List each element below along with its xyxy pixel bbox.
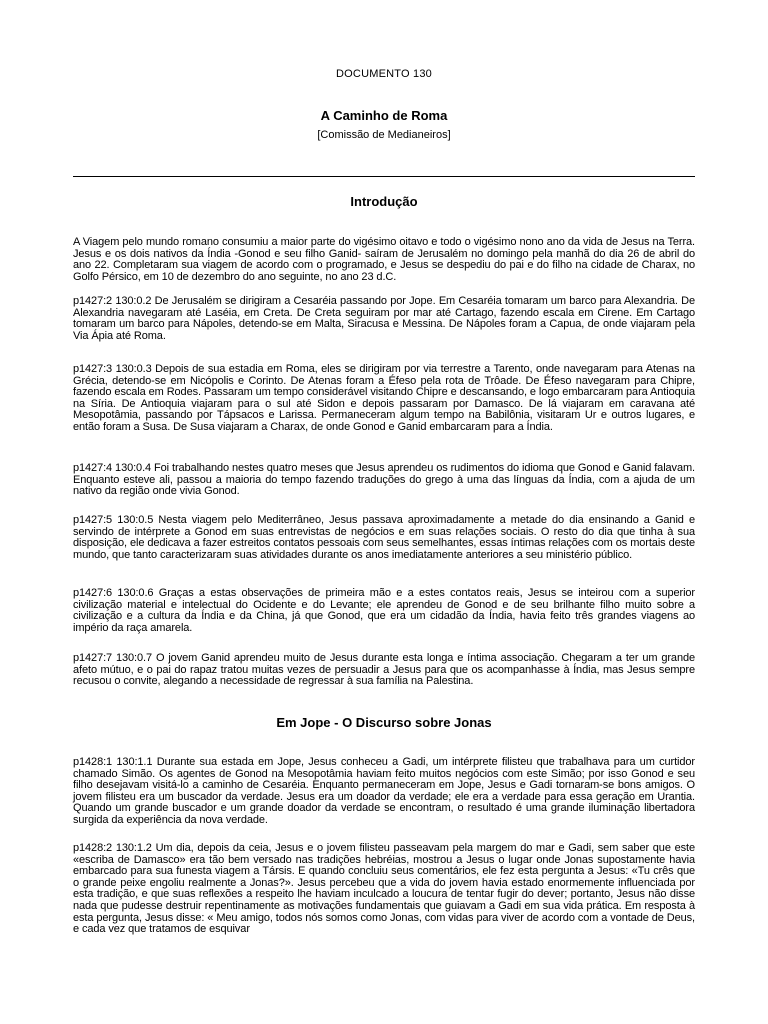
section-heading-em-jope: Em Jope - O Discurso sobre Jonas (276, 715, 492, 730)
document-subtitle: [Comissão de Medianeiros] (317, 129, 451, 141)
paragraph: p1427:4 130:0.4 Foi trabalhando nestes quatro meses que Jesus aprendeu os rudimentos do idioma que Gonod e Ganid falavam. Enquanto esteve ali, passou a maioria do tempo fazendo traduções do grego à uma das línguas da Índia, com a ajuda de um nativo da região onde vivia Gonod. (73, 462, 695, 498)
paragraph: p1428:1 130:1.1 Durante sua estada em Jope, Jesus conheceu a Gadi, um intérprete filisteu que trabalhava para um curtidor chamado Simão. Os agentes de Gonod na Mesopotâmia haviam feito muitos negócios com este Simão; por isso Gonod e seu filho desejavam visitá-lo a caminho de Cesaréia. Enquanto permaneceram em Jope, Jesus e Gadi tornaram-se bons amigos. O jovem filisteu era um buscador da verdade. Jesus era um doador da verdade; ele era a verdade para essa geração em Urantia. Quando um grande buscador e um grande doador da verdade se encontram, o resultado é uma grande iluminação libertadora surgida da experiência da nova verdade. (73, 756, 695, 826)
header-divider (73, 176, 695, 177)
document-title: A Caminho de Roma (320, 108, 448, 123)
document-number: DOCUMENTO 130 (336, 68, 432, 80)
paragraph: A Viagem pelo mundo romano consumiu a maior parte do vigésimo oitavo e todo o vigésimo nono ano da vida de Jesus na Terra. Jesus e os dois nativos da Índia -Gonod e seu filho Ganid- saíram de Jerusalém no domingo pela manhã do dia 26 de abril do ano 22. Completaram sua viagem de acordo com o programado, e Jesus se despediu do pai e do filho na cidade de Charax, no Golfo Pérsico, em 10 de dezembro do ano seguinte, no ano 23 d.C. (73, 236, 695, 283)
section-heading-introducao: Introdução (350, 194, 418, 209)
paragraph: p1427:5 130:0.5 Nesta viagem pelo Mediterrâneo, Jesus passava aproximadamente a metade do dia ensinando a Ganid e servindo de intérprete a Gonod em suas entrevistas de negócios e em suas relações sociais. O resto do dia que tinha à sua disposição, ele dedicava a fazer estreitos contatos pessoais com seus semelhantes, essas íntimas relações com os mortais deste mundo, que tanto caracterizaram suas atividades durante os anos imediatamente anteriores a seu ministério público. (73, 514, 695, 561)
paragraph: p1427:2 130:0.2 De Jerusalém se dirigiram a Cesaréia passando por Jope. Em Cesaréia tomaram um barco para Alexandria. De Alexandria navegaram até Laséia, em Creta. De Creta seguiram por mar até Cartago, fazendo escala em Cirene. Em Cartago tomaram um barco para Nápoles, detendo-se em Malta, Siracusa e Messina. De Nápoles foram a Capua, de onde viajaram pela Via Ápia até Roma. (73, 295, 695, 342)
paragraph: p1427:3 130:0.3 Depois de sua estadia em Roma, eles se dirigiram por via terrestre a Tarento, onde navegaram para Atenas na Grécia, detendo-se em Nicópolis e Corinto. De Atenas foram a Éfeso pela rota de Trôade. De Éfeso navegaram para Chipre, fazendo escala em Rodes. Passaram um tempo considerável visitando Chipre e descansando, e logo embarcaram para Antioquia na Síria. De Antioquia viajaram para o sul até Sidon e depois passaram por Damasco. De lá viajaram em caravana até Mesopotâmia, passando por Tápsacos e Larissa. Permaneceram algum tempo na Babilônia, visitaram Ur e outros lugares, e então foram a Susa. De Susa viajaram a Charax, de onde Gonod e Ganid embarcaram para a Índia. (73, 363, 695, 433)
paragraph: p1427:6 130:0.6 Graças a estas observações de primeira mão e a estes contatos reais, Jesus se inteirou com a superior civilização material e intelectual do Ocidente e do Levante; ele aprendeu de Gonod e de seu brilhante filho muito sobre a civilização e a cultura da Índia e da China, já que Gonod, que era um cidadão da Índia, havia feito três grandes viagens ao império da raça amarela. (73, 587, 695, 634)
paragraph: p1427:7 130:0.7 O jovem Ganid aprendeu muito de Jesus durante esta longa e íntima associação. Chegaram a ter um grande afeto mútuo, e o pai do rapaz tratou muitas vezes de persuadir a Jesus para que os acompanhasse à Índia, mas Jesus sempre recusou o convite, alegando a necessidade de regressar à sua família na Palestina. (73, 652, 695, 688)
paragraph: p1428:2 130:1.2 Um dia, depois da ceia, Jesus e o jovem filisteu passeavam pela margem do mar e Gadi, sem saber que este «escriba de Damasco» era tão bem versado nas tradições hebréias, mostrou a Jesus o lugar onde Jonas supostamente havia embarcado para sua funesta viagem a Társis. E quando concluiu seus comentários, ele fez esta pergunta a Jesus: «Tu crês que o grande peixe engoliu realmente a Jonas?». Jesus percebeu que a vida do jovem havia estado enormemente influenciada por esta tradição, e que suas reflexões a respeito lhe haviam inculcado a loucura de tentar fugir do dever; portanto, Jesus não disse nada que pudesse destruir repentinamente as motivações fundamentais que guiavam a Gadi em sua vida prática. Em resposta à esta pergunta, Jesus disse: « Meu amigo, todos nós somos como Jonas, com vidas para viver de acordo com a vontade de Deus, e cada vez que tratamos de esquivar (73, 842, 695, 936)
